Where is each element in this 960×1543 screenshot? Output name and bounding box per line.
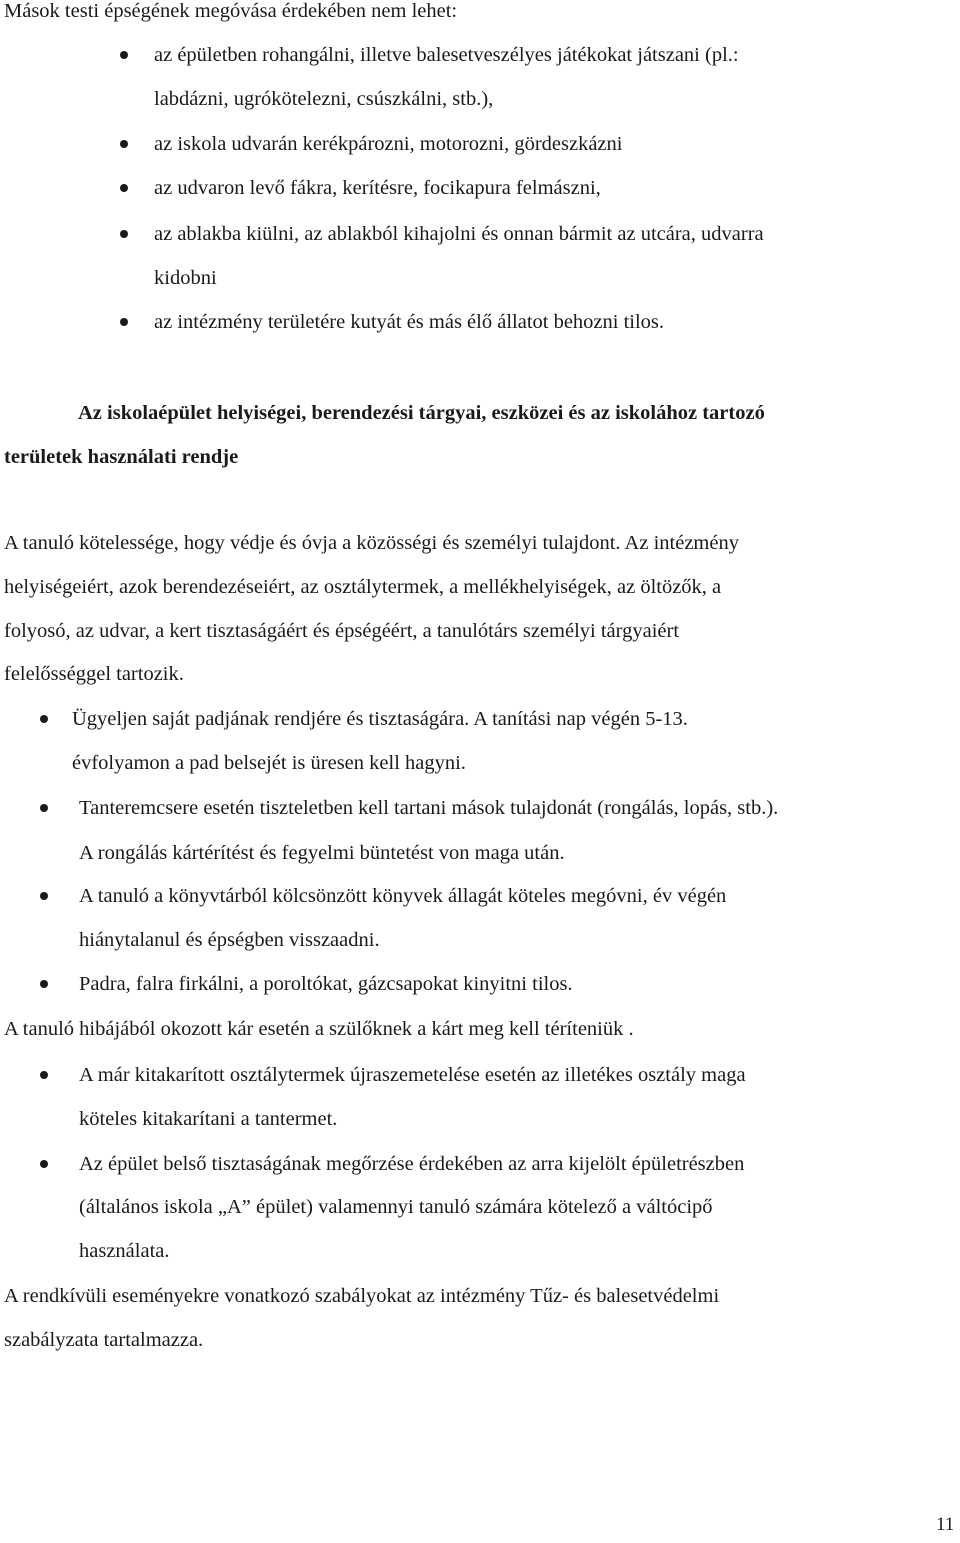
bullet-icon — [40, 1160, 48, 1168]
list-item-line: Tanteremcsere esetén tiszteletben kell tartani mások tulajdonát (rongálás, lopás, stb.). — [79, 797, 779, 819]
list-item-line: A rongálás kártérítést és fegyelmi büntetést von maga után. — [79, 842, 565, 864]
list-item-line: kidobni — [154, 267, 217, 289]
section-heading-line1: Az iskolaépület helyiségei, berendezési tárgyai, eszközei és az iskolához tartozó — [78, 402, 765, 424]
bullet-icon — [40, 980, 48, 988]
section-heading-line2: területek használati rendje — [4, 446, 239, 468]
list-item-line: az épületben rohangálni, illetve balesetveszélyes játékokat játszani (pl.: — [154, 44, 739, 66]
bullet-icon — [120, 140, 128, 148]
list-item-line: Az épület belső tisztaságának megőrzése érdekében az arra kijelölt épületrészben — [79, 1153, 745, 1175]
list-item-line: az udvaron levő fákra, kerítésre, focikapura felmászni, — [154, 177, 601, 199]
bullet-icon — [120, 51, 128, 59]
bullet-icon — [120, 230, 128, 238]
list-item-line: köteles kitakarítani a tantermet. — [79, 1108, 338, 1130]
bullet-icon — [40, 892, 48, 900]
list-item-line: (általános iskola „A” épület) valamennyi tanuló számára kötelező a váltócipő — [79, 1196, 713, 1218]
paragraph-line: helyiségeiért, azok berendezéseiért, az osztálytermek, a mellékhelyiségek, az öltözők, a — [4, 576, 722, 598]
paragraph-line: felelősséggel tartozik. — [4, 663, 184, 685]
paragraph-line: A tanuló hibájából okozott kár esetén a szülőknek a kárt meg kell téríteniük . — [4, 1018, 634, 1040]
list-item-line: az ablakba kiülni, az ablakból kihajolni és onnan bármit az utcára, udvarra — [154, 223, 764, 245]
bullet-icon — [120, 184, 128, 192]
list-item-line: használata. — [79, 1240, 170, 1262]
list-item-line: A már kitakarított osztálytermek újraszemetelése esetén az illetékes osztály maga — [79, 1064, 746, 1086]
list-item-line: labdázni, ugrókötelezni, csúszkálni, stb.), — [154, 88, 494, 110]
bullet-icon — [120, 318, 128, 326]
list-item-line: az iskola udvarán kerékpározni, motorozni, gördeszkázni — [154, 133, 623, 155]
page-number: 11 — [936, 1514, 955, 1535]
bullet-icon — [40, 715, 48, 723]
list-item-line: az intézmény területére kutyát és más élő állatot behozni tilos. — [154, 311, 665, 333]
paragraph-line: folyosó, az udvar, a kert tisztaságáért és épségéért, a tanulótárs személyi tárgyaiért — [4, 620, 680, 642]
section1-intro: Mások testi épségének megóvása érdekében nem lehet: — [4, 0, 458, 22]
bullet-icon — [40, 1071, 48, 1079]
bullet-icon — [40, 804, 48, 812]
paragraph-line: szabályzata tartalmazza. — [4, 1329, 204, 1351]
paragraph-line: A rendkívüli eseményekre vonatkozó szabályokat az intézmény Tűz- és balesetvédelmi — [4, 1285, 720, 1307]
list-item-line: A tanuló a könyvtárból kölcsönzött könyvek állagát köteles megóvni, év végén — [79, 885, 727, 907]
list-item-line: évfolyamon a pad belsejét is üresen kell hagyni. — [72, 752, 466, 774]
paragraph-line: A tanuló kötelessége, hogy védje és óvja a közösségi és személyi tulajdont. Az intézmény — [4, 532, 739, 554]
list-item-line: Padra, falra firkálni, a poroltókat, gázcsapokat kinyitni tilos. — [79, 973, 573, 995]
list-item-line: Ügyeljen saját padjának rendjére és tisztaságára. A tanítási nap végén 5-13. — [72, 708, 688, 730]
list-item-line: hiánytalanul és épségben visszaadni. — [79, 929, 380, 951]
